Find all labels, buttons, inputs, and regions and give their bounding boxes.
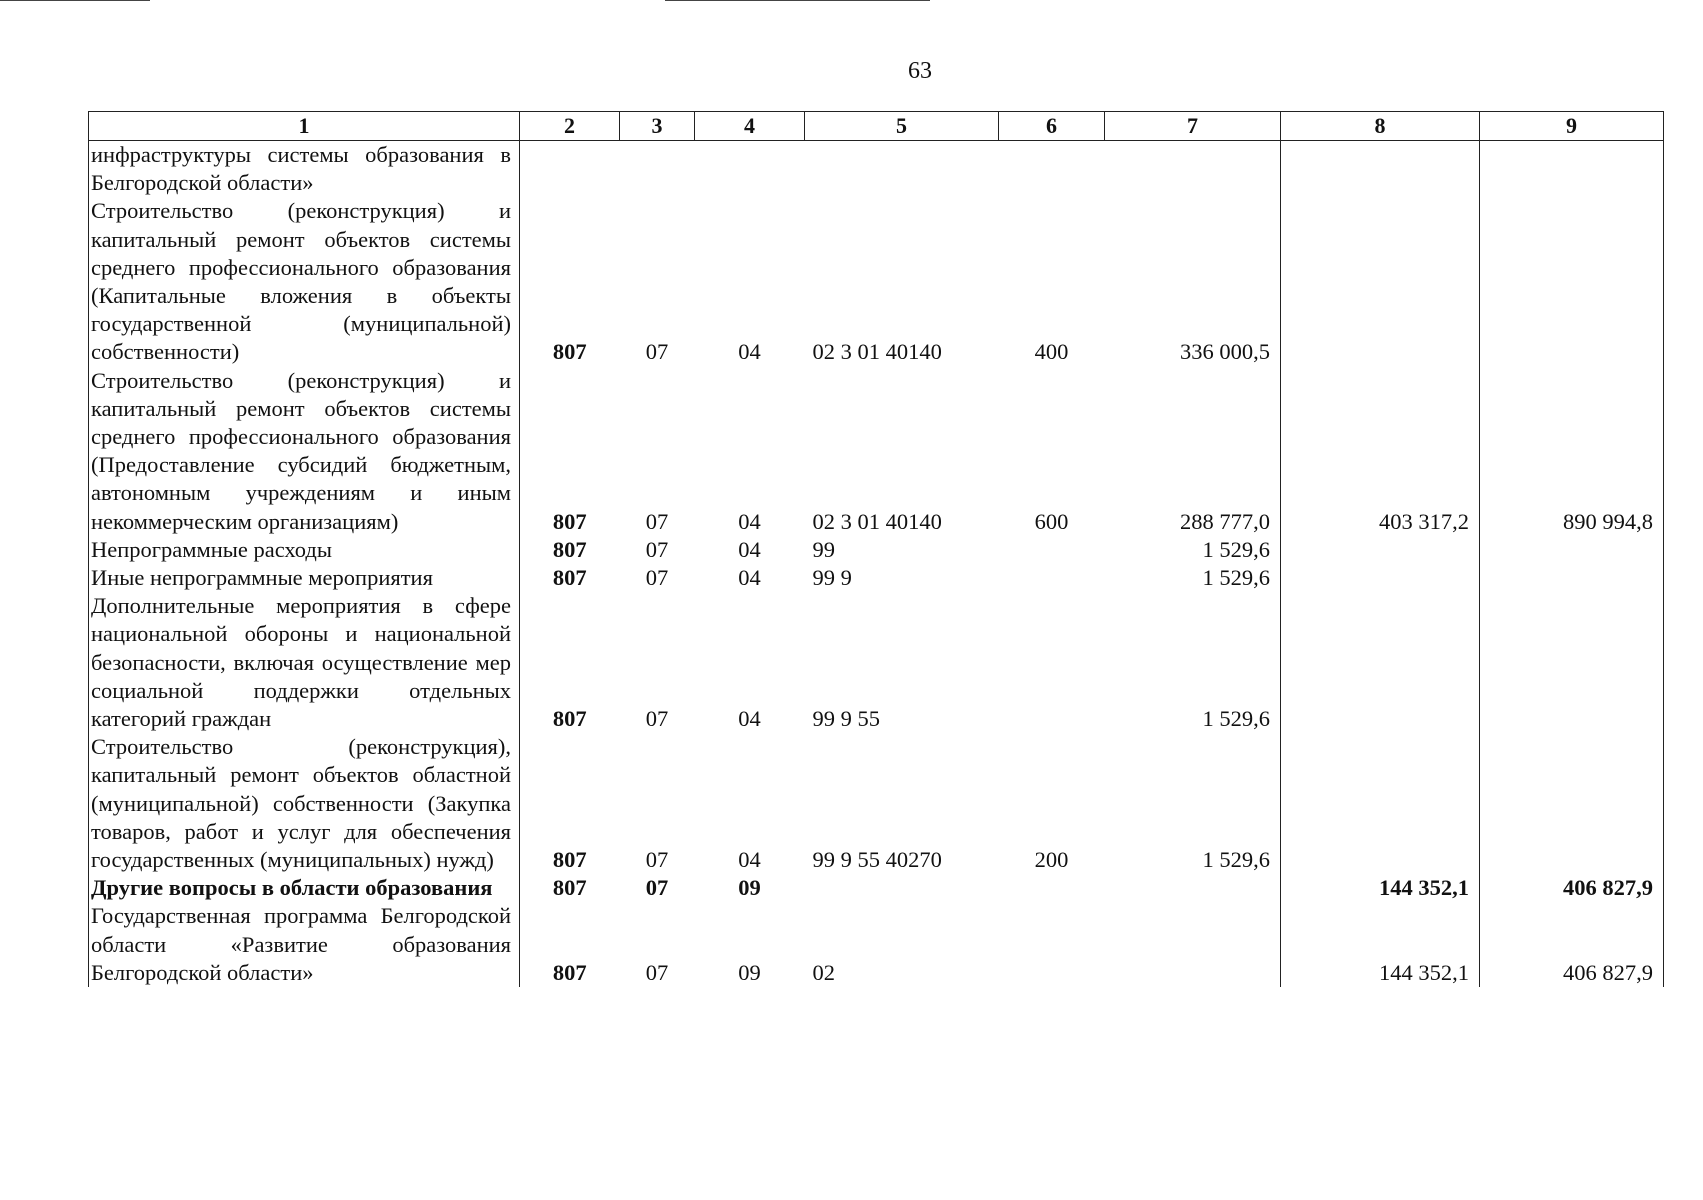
row-amount-col8 — [1281, 197, 1480, 366]
row-description: Другие вопросы в области образования — [89, 874, 520, 902]
table-row — [89, 733, 1664, 874]
row-expense-type: 200 — [1034, 847, 1069, 873]
row-expense-type — [999, 141, 1105, 198]
row-target-article: 02 — [812, 959, 835, 985]
row-amount-col8 — [1281, 536, 1480, 564]
row-section: 07 — [645, 508, 669, 534]
row-ministry-code: 807 — [520, 902, 620, 987]
col-header-9: 9 — [1480, 112, 1664, 141]
row-amount-col9 — [1480, 536, 1664, 564]
row-amount-col7: 1 529,6 — [1105, 733, 1281, 874]
row-amount-col8: 403 317,2 — [1281, 367, 1480, 536]
row-section: 07 — [645, 565, 669, 591]
row-ministry-code: 807 — [520, 874, 620, 902]
row-subsection: 09 — [738, 959, 761, 985]
row-target-article — [805, 874, 999, 902]
row-expense-type — [999, 874, 1105, 902]
row-amount-col7: 1 529,6 — [1105, 592, 1281, 733]
row-ministry-code: 807 — [520, 733, 620, 874]
row-subsection: 04 — [738, 847, 761, 873]
row-amount-col7: 1 529,6 — [1105, 536, 1281, 564]
row-expense-type: 400 — [1034, 339, 1069, 365]
table-row — [89, 874, 1664, 902]
row-target-article: 02 3 01 40140 — [812, 508, 942, 534]
row-target-article — [805, 141, 999, 198]
row-section — [620, 141, 695, 198]
row-subsection: 04 — [738, 339, 761, 365]
row-amount-col9: 406 827,9 — [1480, 874, 1664, 902]
row-amount-col9 — [1480, 564, 1664, 592]
row-description: Строительство (реконструкция), капитальный ремонт объектов областной (муниципальной) собственности (Закупка товаров, работ и услуг для обеспечения государственных (муниципальных) нужд) — [89, 733, 520, 874]
row-description: Непрограммные расходы — [89, 536, 520, 564]
row-expense-type — [999, 592, 1105, 733]
budget-table — [88, 111, 1664, 987]
row-amount-col7 — [1105, 874, 1281, 902]
row-subsection: 04 — [738, 508, 761, 534]
scan-artifact-line — [0, 0, 150, 1]
row-ministry-code: 807 — [520, 536, 620, 564]
row-amount-col9 — [1480, 141, 1664, 198]
row-subsection: 04 — [738, 706, 761, 732]
row-description: Государственная программа Белгородской области «Развитие образования Белгородской области» — [89, 902, 520, 987]
page-number: 63 — [908, 58, 932, 84]
row-section: 07 — [645, 339, 669, 365]
table-header-row — [89, 112, 1664, 141]
row-subsection: 04 — [738, 565, 761, 591]
row-expense-type — [999, 902, 1105, 987]
row-description: Строительство (реконструкция) и капитальный ремонт объектов системы среднего профессионального образования (Предоставление субсидий бюджетным, автономным учреждениям и иным некоммерческим организациям) — [89, 367, 520, 536]
row-ministry-code — [520, 141, 620, 198]
col-header-6: 6 — [999, 112, 1105, 141]
row-description: Дополнительные мероприятия в сфере национальной обороны и национальной безопасности, включая осуществление мер социальной поддержки отдельных категорий граждан — [89, 592, 520, 733]
col-header-8: 8 — [1281, 112, 1480, 141]
row-amount-col7 — [1105, 141, 1281, 198]
row-section: 07 — [645, 847, 669, 873]
col-header-2: 2 — [520, 112, 620, 141]
row-amount-col8: 144 352,1 — [1281, 874, 1480, 902]
table-row — [89, 197, 1664, 366]
col-header-3: 3 — [620, 112, 695, 141]
table-row — [89, 592, 1664, 733]
row-ministry-code: 807 — [520, 197, 620, 366]
row-section: 07 — [645, 875, 669, 901]
row-section: 07 — [645, 959, 669, 985]
row-expense-type — [999, 536, 1105, 564]
table-row — [89, 367, 1664, 536]
table-row — [89, 564, 1664, 592]
row-ministry-code: 807 — [520, 592, 620, 733]
row-amount-col8 — [1281, 592, 1480, 733]
row-amount-col8: 144 352,1 — [1281, 902, 1480, 987]
row-subsection: 09 — [738, 875, 761, 901]
row-amount-col9 — [1480, 733, 1664, 874]
row-description: Строительство (реконструкция) и капитальный ремонт объектов системы среднего профессионального образования (Капитальные вложения в объекты государственной (муниципальной) собственности) — [89, 197, 520, 366]
row-amount-col7 — [1105, 902, 1281, 987]
row-target-article: 99 9 55 — [812, 706, 880, 732]
row-subsection — [695, 141, 805, 198]
row-amount-col7: 1 529,6 — [1105, 564, 1281, 592]
table-row — [89, 141, 1664, 198]
row-expense-type: 600 — [1034, 508, 1069, 534]
row-target-article: 99 — [812, 536, 835, 562]
table-row — [89, 536, 1664, 564]
row-section: 07 — [645, 536, 669, 562]
col-header-4: 4 — [695, 112, 805, 141]
row-amount-col8 — [1281, 733, 1480, 874]
col-header-7: 7 — [1105, 112, 1281, 141]
row-ministry-code: 807 — [520, 367, 620, 536]
row-description: Иные непрограммные мероприятия — [89, 564, 520, 592]
row-ministry-code: 807 — [520, 564, 620, 592]
row-target-article: 02 3 01 40140 — [812, 339, 942, 365]
scan-artifact-line — [665, 0, 930, 1]
table-row — [89, 902, 1664, 987]
col-header-5: 5 — [805, 112, 999, 141]
row-amount-col8 — [1281, 141, 1480, 198]
row-amount-col9: 890 994,8 — [1480, 367, 1664, 536]
row-target-article: 99 9 — [812, 565, 852, 591]
row-amount-col8 — [1281, 564, 1480, 592]
row-expense-type — [999, 564, 1105, 592]
col-header-1: 1 — [89, 112, 520, 141]
row-section: 07 — [645, 706, 669, 732]
row-amount-col9 — [1480, 592, 1664, 733]
row-description: инфраструктуры системы образования в Белгородской области» — [89, 141, 520, 198]
row-amount-col9: 406 827,9 — [1480, 902, 1664, 987]
row-amount-col9 — [1480, 197, 1664, 366]
row-subsection: 04 — [738, 536, 761, 562]
row-target-article: 99 9 55 40270 — [812, 847, 942, 873]
row-amount-col7: 336 000,5 — [1105, 197, 1281, 366]
row-amount-col7: 288 777,0 — [1105, 367, 1281, 536]
